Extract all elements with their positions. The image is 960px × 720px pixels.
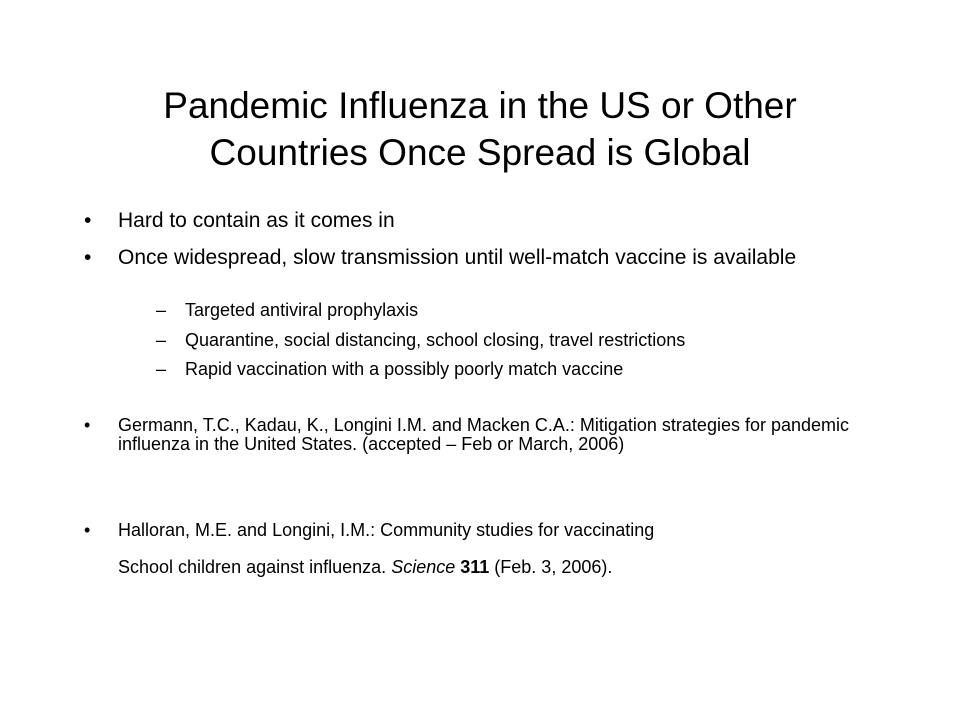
dash-marker: – [156, 359, 167, 379]
dash-marker: – [156, 330, 167, 350]
sub-bullet-text: Targeted antiviral prophylaxis [185, 300, 419, 320]
bullet-marker: • [84, 209, 92, 232]
sub-bullet-item [156, 359, 900, 379]
bullet-text: Hard to contain as it comes in [118, 209, 395, 232]
bullet-item [84, 247, 890, 269]
reference-text: Germann, T.C., Kadau, K., Longini I.M. and Macken C.A.: Mitigation strategies for pandemic influenza in the United States. (accepted – Feb or March, 2006) [118, 415, 850, 454]
reference-line-2-prefix: School children against influenza. [118, 557, 392, 577]
sub-bullet-item [156, 300, 900, 320]
slide-title-line-1: Pandemic Influenza in the US or Other [163, 85, 797, 126]
reference-line-2 [118, 549, 890, 586]
reference-line-2-suffix: (Feb. 3, 2006). [489, 557, 613, 577]
sub-bullet-text: Quarantine, social distancing, school closing, travel restrictions [185, 330, 686, 350]
journal-name: Science [391, 557, 456, 577]
bullet-marker: • [84, 246, 92, 269]
sub-bullet-item [156, 330, 900, 350]
sub-bullet-text: Rapid vaccination with a possibly poorly match vaccine [185, 359, 624, 379]
reference-item [84, 416, 890, 454]
slide-title [80, 82, 880, 176]
bullet-marker: • [84, 520, 91, 540]
slide-title-line-2: Countries Once Spread is Global [209, 132, 751, 173]
dash-marker: – [156, 300, 167, 320]
journal-volume: 311 [460, 557, 490, 577]
reference-item [84, 512, 890, 586]
bullet-item [84, 210, 890, 232]
reference-text [118, 512, 890, 586]
bullet-marker: • [84, 415, 91, 435]
bullet-text: Once widespread, slow transmission until well-match vaccine is available [118, 246, 797, 269]
reference-line-1: Halloran, M.E. and Longini, I.M.: Community studies for vaccinating [118, 520, 655, 540]
